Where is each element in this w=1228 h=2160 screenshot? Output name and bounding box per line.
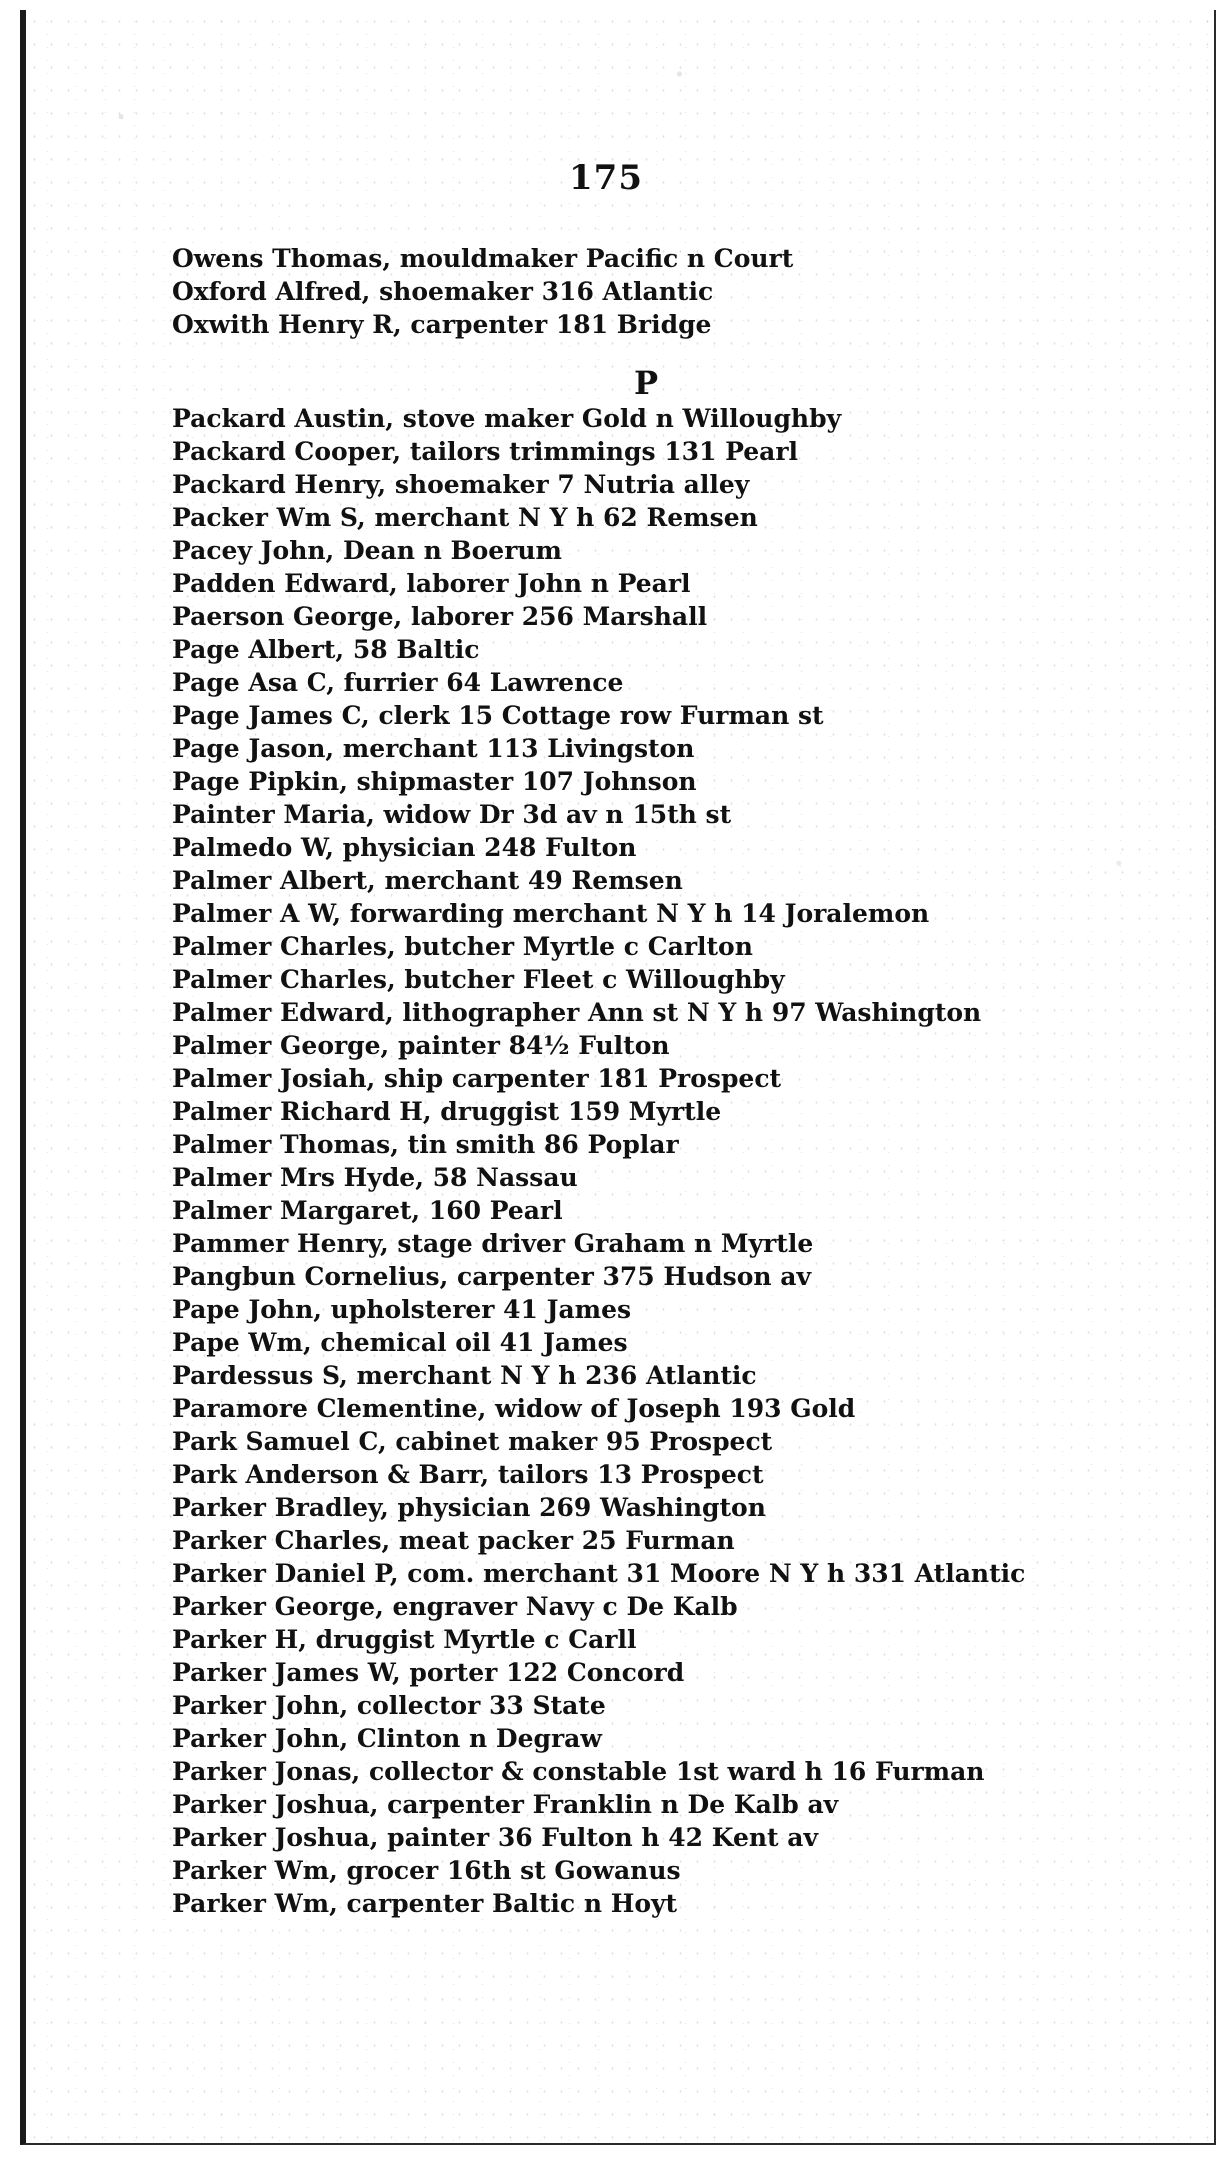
page-number: 175	[569, 158, 643, 198]
directory-entry: Packer Wm S, merchant N Y h 62 Remsen	[172, 503, 758, 532]
directory-entry: Palmer Charles, butcher Myrtle c Carlton	[172, 932, 753, 961]
directory-entry: Page James C, clerk 15 Cottage row Furman st	[172, 701, 824, 730]
directory-entry: Parker James W, porter 122 Concord	[172, 1658, 685, 1687]
directory-entry: Parker Joshua, carpenter Franklin n De Kalb av	[172, 1790, 839, 1819]
directory-entry: Painter Maria, widow Dr 3d av n 15th st	[172, 800, 732, 829]
directory-entry: Park Samuel C, cabinet maker 95 Prospect	[172, 1427, 773, 1456]
directory-entry: Pacey John, Dean n Boerum	[172, 536, 563, 565]
directory-entry: Palmer Albert, merchant 49 Remsen	[172, 866, 683, 895]
directory-entry: Pape Wm, chemical oil 41 James	[172, 1328, 628, 1357]
entries-p-list	[172, 402, 1172, 1920]
directory-entry: Oxford Alfred, shoemaker 316 Atlantic	[172, 277, 714, 306]
directory-entry: Packard Austin, stove maker Gold n Willoughby	[172, 404, 842, 433]
directory-entry: Parker Bradley, physician 269 Washington	[172, 1493, 766, 1522]
directory-entry: Palmer Richard H, druggist 159 Myrtle	[172, 1097, 722, 1126]
directory-entry: Parker Wm, carpenter Baltic n Hoyt	[172, 1889, 678, 1918]
entries-o-list	[172, 242, 1172, 341]
directory-entry: Parker H, druggist Myrtle c Carll	[172, 1625, 637, 1654]
directory-entry: Paramore Clementine, widow of Joseph 193 Gold	[172, 1394, 856, 1423]
directory-entry: Pape John, upholsterer 41 James	[172, 1295, 632, 1324]
directory-entry: Park Anderson & Barr, tailors 13 Prospect	[172, 1460, 764, 1489]
directory-entry: Parker George, engraver Navy c De Kalb	[172, 1592, 738, 1621]
directory-entry: Parker Charles, meat packer 25 Furman	[172, 1526, 735, 1555]
directory-entry: Palmer Josiah, ship carpenter 181 Prospect	[172, 1064, 782, 1093]
directory-entry: Packard Henry, shoemaker 7 Nutria alley	[172, 470, 750, 499]
directory-entry: Page Pipkin, shipmaster 107 Johnson	[172, 767, 697, 796]
directory-entry: Palmer Thomas, tin smith 86 Poplar	[172, 1130, 679, 1159]
directory-entry: Palmedo W, physician 248 Fulton	[172, 833, 637, 862]
directory-entry: Pardessus S, merchant N Y h 236 Atlantic	[172, 1361, 757, 1390]
directory-entry: Paerson George, laborer 256 Marshall	[172, 602, 708, 631]
directory-entry: Parker Joshua, painter 36 Fulton h 42 Kent av	[172, 1823, 819, 1852]
directory-entry: Padden Edward, laborer John n Pearl	[172, 569, 691, 598]
directory-entry: Parker Wm, grocer 16th st Gowanus	[172, 1856, 681, 1885]
directory-entry: Palmer George, painter 84½ Fulton	[172, 1031, 670, 1060]
directory-entry: Palmer Charles, butcher Fleet c Willoughby	[172, 965, 785, 994]
directory-entry: Owens Thomas, mouldmaker Pacific n Court	[172, 244, 794, 273]
directory-entry: Page Albert, 58 Baltic	[172, 635, 480, 664]
directory-entry: Page Asa C, furrier 64 Lawrence	[172, 668, 624, 697]
directory-entry: Parker John, collector 33 State	[172, 1691, 606, 1720]
directory-entry: Parker Jonas, collector & constable 1st ward h 16 Furman	[172, 1757, 985, 1786]
directory-entry: Pammer Henry, stage driver Graham n Myrtle	[172, 1229, 814, 1258]
directory-entry: Page Jason, merchant 113 Livingston	[172, 734, 695, 763]
directory-entry: Parker Daniel P, com. merchant 31 Moore N Y h 331 Atlantic	[172, 1559, 1026, 1588]
directory-entry: Palmer A W, forwarding merchant N Y h 14 Joralemon	[172, 899, 930, 928]
directory-entry: Packard Cooper, tailors trimmings 131 Pearl	[172, 437, 799, 466]
section-letter: P	[633, 364, 659, 402]
directory-entry: Parker John, Clinton n Degraw	[172, 1724, 602, 1753]
directory-page	[20, 10, 1216, 2145]
directory-entry: Oxwith Henry R, carpenter 181 Bridge	[172, 310, 712, 339]
directory-entry: Pangbun Cornelius, carpenter 375 Hudson av	[172, 1262, 812, 1291]
directory-entry: Palmer Margaret, 160 Pearl	[172, 1196, 563, 1225]
directory-entry: Palmer Mrs Hyde, 58 Nassau	[172, 1163, 578, 1192]
directory-entry: Palmer Edward, lithographer Ann st N Y h 97 Washington	[172, 998, 982, 1027]
